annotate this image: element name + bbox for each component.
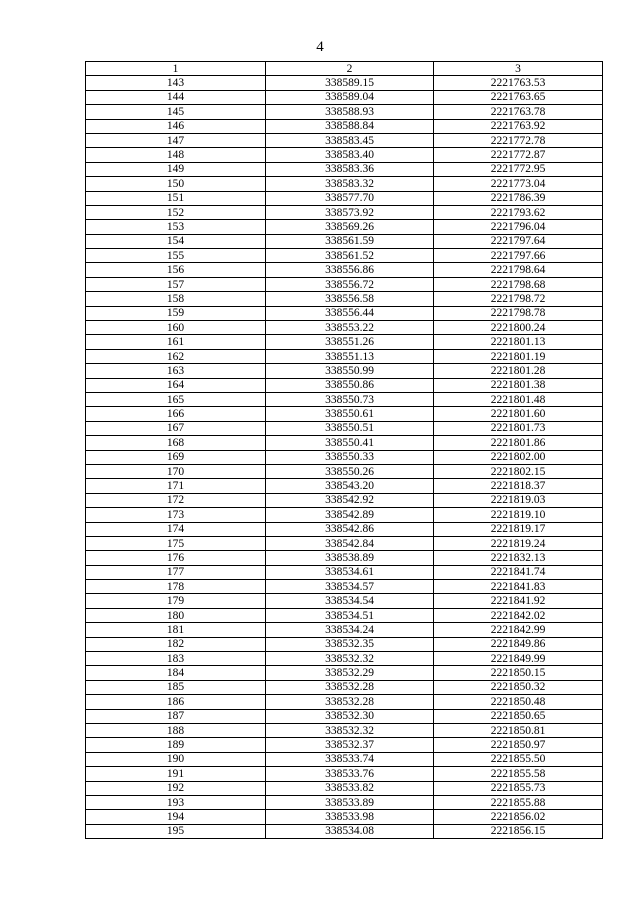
table-row [86, 364, 603, 378]
cell-point-number: 179 [86, 594, 266, 608]
cell-y-coordinate: 2221801.28 [434, 364, 603, 378]
table-row [86, 709, 603, 723]
cell-point-number: 175 [86, 536, 266, 550]
cell-x-coordinate: 338550.61 [266, 407, 434, 421]
cell-point-number: 152 [86, 205, 266, 219]
cell-x-coordinate: 338542.92 [266, 493, 434, 507]
cell-y-coordinate: 2221786.39 [434, 191, 603, 205]
table-row [86, 421, 603, 435]
table-row [86, 205, 603, 219]
cell-y-coordinate: 2221841.74 [434, 565, 603, 579]
cell-y-coordinate: 2221802.15 [434, 464, 603, 478]
header-row [86, 62, 603, 76]
cell-point-number: 190 [86, 752, 266, 766]
cell-x-coordinate: 338534.24 [266, 623, 434, 637]
cell-y-coordinate: 2221819.17 [434, 522, 603, 536]
cell-x-coordinate: 338533.82 [266, 781, 434, 795]
table-row [86, 191, 603, 205]
cell-point-number: 150 [86, 177, 266, 191]
cell-point-number: 177 [86, 565, 266, 579]
table-row [86, 90, 603, 104]
cell-y-coordinate: 2221842.99 [434, 623, 603, 637]
table-row [86, 594, 603, 608]
table-row [86, 781, 603, 795]
table-row [86, 767, 603, 781]
table-row [86, 623, 603, 637]
table-row [86, 608, 603, 622]
table-row [86, 263, 603, 277]
table-row [86, 536, 603, 550]
cell-point-number: 189 [86, 738, 266, 752]
cell-point-number: 158 [86, 292, 266, 306]
cell-point-number: 187 [86, 709, 266, 723]
cell-y-coordinate: 2221773.04 [434, 177, 603, 191]
cell-x-coordinate: 338583.40 [266, 148, 434, 162]
cell-point-number: 151 [86, 191, 266, 205]
cell-y-coordinate: 2221798.72 [434, 292, 603, 306]
cell-y-coordinate: 2221856.02 [434, 810, 603, 824]
table-row [86, 162, 603, 176]
table-row [86, 177, 603, 191]
cell-y-coordinate: 2221849.99 [434, 652, 603, 666]
table-row [86, 666, 603, 680]
cell-point-number: 167 [86, 421, 266, 435]
column-header-x: 2 [266, 62, 434, 76]
table-row [86, 306, 603, 320]
cell-y-coordinate: 2221850.15 [434, 666, 603, 680]
cell-x-coordinate: 338588.93 [266, 105, 434, 119]
cell-y-coordinate: 2221798.68 [434, 277, 603, 291]
column-header-point: 1 [86, 62, 266, 76]
cell-x-coordinate: 338534.51 [266, 608, 434, 622]
cell-x-coordinate: 338561.59 [266, 234, 434, 248]
cell-y-coordinate: 2221832.13 [434, 551, 603, 565]
table-row [86, 119, 603, 133]
cell-x-coordinate: 338553.22 [266, 321, 434, 335]
table-row [86, 479, 603, 493]
table-row [86, 680, 603, 694]
cell-y-coordinate: 2221802.00 [434, 450, 603, 464]
table-row [86, 220, 603, 234]
table-row [86, 752, 603, 766]
cell-x-coordinate: 338556.86 [266, 263, 434, 277]
cell-x-coordinate: 338542.89 [266, 508, 434, 522]
cell-x-coordinate: 338538.89 [266, 551, 434, 565]
table-row [86, 508, 603, 522]
table-row [86, 436, 603, 450]
cell-x-coordinate: 338551.26 [266, 335, 434, 349]
page-number: 4 [316, 39, 324, 55]
table-row [86, 76, 603, 90]
cell-x-coordinate: 338533.98 [266, 810, 434, 824]
cell-point-number: 191 [86, 767, 266, 781]
table-row [86, 407, 603, 421]
cell-y-coordinate: 2221841.83 [434, 580, 603, 594]
cell-x-coordinate: 338534.54 [266, 594, 434, 608]
cell-y-coordinate: 2221763.53 [434, 76, 603, 90]
cell-y-coordinate: 2221798.78 [434, 306, 603, 320]
cell-x-coordinate: 338550.51 [266, 421, 434, 435]
cell-x-coordinate: 338550.26 [266, 464, 434, 478]
cell-point-number: 164 [86, 378, 266, 392]
cell-point-number: 184 [86, 666, 266, 680]
table-row [86, 133, 603, 147]
table-row [86, 824, 603, 838]
cell-point-number: 144 [86, 90, 266, 104]
cell-point-number: 161 [86, 335, 266, 349]
cell-y-coordinate: 2221796.04 [434, 220, 603, 234]
cell-x-coordinate: 338533.89 [266, 795, 434, 809]
cell-point-number: 153 [86, 220, 266, 234]
cell-y-coordinate: 2221819.24 [434, 536, 603, 550]
cell-x-coordinate: 338550.86 [266, 378, 434, 392]
cell-y-coordinate: 2221819.10 [434, 508, 603, 522]
table-row [86, 464, 603, 478]
cell-y-coordinate: 2221801.13 [434, 335, 603, 349]
table-row [86, 580, 603, 594]
cell-x-coordinate: 338589.15 [266, 76, 434, 90]
cell-point-number: 170 [86, 464, 266, 478]
table-header [86, 62, 603, 76]
cell-x-coordinate: 338532.32 [266, 723, 434, 737]
cell-point-number: 143 [86, 76, 266, 90]
cell-x-coordinate: 338583.45 [266, 133, 434, 147]
cell-y-coordinate: 2221850.32 [434, 680, 603, 694]
coordinates-table [85, 61, 603, 839]
table-row [86, 551, 603, 565]
cell-y-coordinate: 2221855.88 [434, 795, 603, 809]
cell-x-coordinate: 338532.30 [266, 709, 434, 723]
cell-point-number: 163 [86, 364, 266, 378]
table-row [86, 335, 603, 349]
table-row [86, 565, 603, 579]
cell-y-coordinate: 2221797.66 [434, 249, 603, 263]
cell-point-number: 173 [86, 508, 266, 522]
cell-y-coordinate: 2221797.64 [434, 234, 603, 248]
cell-point-number: 174 [86, 522, 266, 536]
cell-y-coordinate: 2221772.78 [434, 133, 603, 147]
cell-y-coordinate: 2221855.58 [434, 767, 603, 781]
table-row [86, 695, 603, 709]
cell-y-coordinate: 2221850.65 [434, 709, 603, 723]
cell-point-number: 192 [86, 781, 266, 795]
table-row [86, 292, 603, 306]
cell-point-number: 160 [86, 321, 266, 335]
cell-y-coordinate: 2221855.73 [434, 781, 603, 795]
cell-x-coordinate: 338556.58 [266, 292, 434, 306]
cell-x-coordinate: 338561.52 [266, 249, 434, 263]
cell-point-number: 157 [86, 277, 266, 291]
cell-point-number: 168 [86, 436, 266, 450]
table-row [86, 450, 603, 464]
cell-x-coordinate: 338532.32 [266, 652, 434, 666]
cell-y-coordinate: 2221850.97 [434, 738, 603, 752]
cell-point-number: 185 [86, 680, 266, 694]
cell-y-coordinate: 2221842.02 [434, 608, 603, 622]
table-row [86, 810, 603, 824]
cell-y-coordinate: 2221855.50 [434, 752, 603, 766]
cell-point-number: 156 [86, 263, 266, 277]
cell-y-coordinate: 2221772.87 [434, 148, 603, 162]
cell-point-number: 172 [86, 493, 266, 507]
cell-point-number: 165 [86, 392, 266, 406]
cell-x-coordinate: 338573.92 [266, 205, 434, 219]
cell-y-coordinate: 2221841.92 [434, 594, 603, 608]
cell-y-coordinate: 2221801.38 [434, 378, 603, 392]
cell-y-coordinate: 2221801.60 [434, 407, 603, 421]
table-row [86, 105, 603, 119]
cell-point-number: 194 [86, 810, 266, 824]
table-row [86, 234, 603, 248]
cell-y-coordinate: 2221793.62 [434, 205, 603, 219]
cell-y-coordinate: 2221801.19 [434, 349, 603, 363]
cell-x-coordinate: 338589.04 [266, 90, 434, 104]
cell-x-coordinate: 338543.20 [266, 479, 434, 493]
cell-x-coordinate: 338532.37 [266, 738, 434, 752]
table-row [86, 148, 603, 162]
table-row [86, 493, 603, 507]
cell-point-number: 193 [86, 795, 266, 809]
table-body [86, 76, 603, 839]
cell-y-coordinate: 2221801.86 [434, 436, 603, 450]
cell-y-coordinate: 2221850.81 [434, 723, 603, 737]
table-row [86, 522, 603, 536]
cell-y-coordinate: 2221856.15 [434, 824, 603, 838]
cell-y-coordinate: 2221850.48 [434, 695, 603, 709]
cell-x-coordinate: 338534.08 [266, 824, 434, 838]
table-row [86, 277, 603, 291]
cell-x-coordinate: 338532.35 [266, 637, 434, 651]
cell-x-coordinate: 338569.26 [266, 220, 434, 234]
table-row [86, 378, 603, 392]
table-row [86, 249, 603, 263]
cell-point-number: 183 [86, 652, 266, 666]
cell-point-number: 148 [86, 148, 266, 162]
cell-x-coordinate: 338534.57 [266, 580, 434, 594]
cell-point-number: 195 [86, 824, 266, 838]
cell-y-coordinate: 2221772.95 [434, 162, 603, 176]
cell-point-number: 169 [86, 450, 266, 464]
cell-point-number: 186 [86, 695, 266, 709]
cell-y-coordinate: 2221819.03 [434, 493, 603, 507]
cell-x-coordinate: 338532.28 [266, 680, 434, 694]
cell-x-coordinate: 338550.33 [266, 450, 434, 464]
cell-x-coordinate: 338588.84 [266, 119, 434, 133]
cell-point-number: 182 [86, 637, 266, 651]
cell-y-coordinate: 2221763.65 [434, 90, 603, 104]
cell-point-number: 149 [86, 162, 266, 176]
cell-point-number: 171 [86, 479, 266, 493]
cell-y-coordinate: 2221849.86 [434, 637, 603, 651]
cell-x-coordinate: 338550.73 [266, 392, 434, 406]
table-row [86, 723, 603, 737]
table-row [86, 795, 603, 809]
cell-point-number: 162 [86, 349, 266, 363]
cell-point-number: 145 [86, 105, 266, 119]
cell-point-number: 180 [86, 608, 266, 622]
table-row [86, 652, 603, 666]
table-row [86, 349, 603, 363]
cell-y-coordinate: 2221763.92 [434, 119, 603, 133]
cell-x-coordinate: 338532.29 [266, 666, 434, 680]
cell-point-number: 159 [86, 306, 266, 320]
cell-y-coordinate: 2221763.78 [434, 105, 603, 119]
cell-x-coordinate: 338534.61 [266, 565, 434, 579]
table-row [86, 637, 603, 651]
cell-x-coordinate: 338556.72 [266, 277, 434, 291]
cell-x-coordinate: 338542.86 [266, 522, 434, 536]
table-row [86, 392, 603, 406]
cell-point-number: 147 [86, 133, 266, 147]
cell-point-number: 154 [86, 234, 266, 248]
table-row [86, 738, 603, 752]
cell-point-number: 146 [86, 119, 266, 133]
table-row [86, 321, 603, 335]
cell-x-coordinate: 338533.76 [266, 767, 434, 781]
cell-y-coordinate: 2221798.64 [434, 263, 603, 277]
cell-x-coordinate: 338583.32 [266, 177, 434, 191]
cell-x-coordinate: 338583.36 [266, 162, 434, 176]
cell-x-coordinate: 338542.84 [266, 536, 434, 550]
cell-y-coordinate: 2221818.37 [434, 479, 603, 493]
cell-x-coordinate: 338577.70 [266, 191, 434, 205]
cell-x-coordinate: 338551.13 [266, 349, 434, 363]
cell-point-number: 181 [86, 623, 266, 637]
cell-x-coordinate: 338533.74 [266, 752, 434, 766]
cell-x-coordinate: 338532.28 [266, 695, 434, 709]
cell-point-number: 176 [86, 551, 266, 565]
cell-x-coordinate: 338556.44 [266, 306, 434, 320]
cell-point-number: 155 [86, 249, 266, 263]
cell-x-coordinate: 338550.41 [266, 436, 434, 450]
cell-y-coordinate: 2221801.73 [434, 421, 603, 435]
column-header-y: 3 [434, 62, 603, 76]
cell-y-coordinate: 2221800.24 [434, 321, 603, 335]
cell-point-number: 188 [86, 723, 266, 737]
cell-x-coordinate: 338550.99 [266, 364, 434, 378]
cell-point-number: 178 [86, 580, 266, 594]
cell-y-coordinate: 2221801.48 [434, 392, 603, 406]
cell-point-number: 166 [86, 407, 266, 421]
